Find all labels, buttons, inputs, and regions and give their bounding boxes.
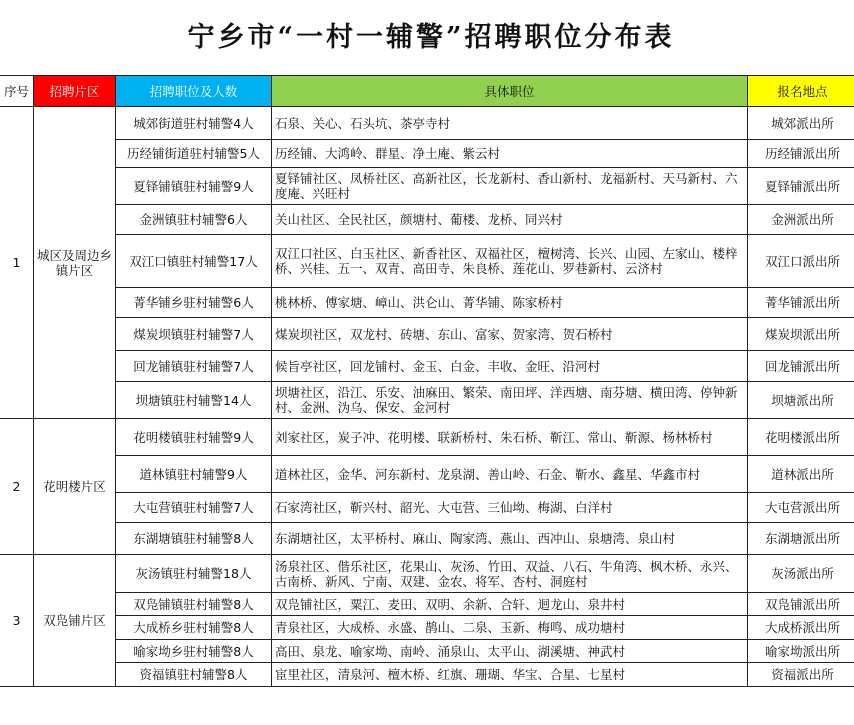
header-area: 招聘片区 [34,76,116,107]
position-cell: 花明楼镇驻村辅警9人 [116,419,272,456]
detail-cell: 高田、泉龙、喻家坳、南岭、涌泉山、太平山、湖溪塘、神武村 [272,640,748,663]
location-cell: 双江口派出所 [748,235,854,288]
location-cell: 双凫铺派出所 [748,593,854,616]
location-cell: 花明楼派出所 [748,419,854,456]
detail-cell: 汤泉社区、偕乐社区，花果山、灰汤、竹田、双益、八石、牛角湾、枫木桥、永兴、古南桥、新风、宁南、双建、金农、将军、杏村、洞庭村 [272,555,748,593]
location-cell: 城郊派出所 [748,107,854,140]
position-cell: 资福镇驻村辅警8人 [116,663,272,687]
table-row [0,351,854,382]
location-cell: 喻家坳派出所 [748,640,854,663]
location-cell: 大成桥派出所 [748,616,854,640]
detail-cell: 关山社区、全民社区，颜塘村、葡楼、龙桥、同兴村 [272,205,748,235]
position-cell: 双凫铺镇驻村辅警8人 [116,593,272,616]
table-row [0,107,854,140]
table-row [0,205,854,235]
detail-cell: 夏铎铺社区、凤桥社区、高新社区，长龙新村、香山新村、龙福新村、天马新村、六度庵、兴旺村 [272,168,748,205]
location-cell: 回龙铺派出所 [748,351,854,382]
header-number: 序号 [0,76,34,107]
group-number-cell: 3 [0,555,34,687]
location-cell: 坝塘派出所 [748,382,854,419]
table-row [0,318,854,351]
position-cell: 历经铺街道驻村辅警5人 [116,140,272,168]
table-row [0,419,854,456]
location-cell: 菁华铺派出所 [748,288,854,318]
position-cell: 大成桥乡驻村辅警8人 [116,616,272,640]
location-cell: 资福派出所 [748,663,854,687]
table-row [0,382,854,419]
location-cell: 东湖塘派出所 [748,523,854,555]
location-cell: 夏铎铺派出所 [748,168,854,205]
group-number-cell: 2 [0,419,34,555]
header-location: 报名地点 [748,76,854,107]
location-cell: 煤炭坝派出所 [748,318,854,351]
detail-cell: 道林社区，金华、河东新村、龙泉湖、善山岭、石金、靳水、鑫星、华鑫市村 [272,456,748,493]
group-area-cell: 城区及周边乡镇片区 [34,107,116,419]
position-cell: 喻家坳乡驻村辅警8人 [116,640,272,663]
detail-cell: 历经铺、大鸿岭、群星、净土庵、紫云村 [272,140,748,168]
recruitment-table [0,75,854,687]
page-title: 宁乡市“一村一辅警”招聘职位分布表 [187,22,675,53]
location-cell: 灰汤派出所 [748,555,854,593]
detail-cell: 双江口社区、白玉社区、新香社区、双福社区，檀树湾、长兴、山园、左家山、楼梓桥、兴桂、五一、双青、高田寺、朱良桥、莲花山、罗巷新村、云济村 [272,235,748,288]
location-cell: 道林派出所 [748,456,854,493]
position-cell: 煤炭坝镇驻村辅警7人 [116,318,272,351]
location-cell: 历经铺派出所 [748,140,854,168]
position-cell: 夏铎铺镇驻村辅警9人 [116,168,272,205]
detail-cell: 刘家社区，炭子冲、花明楼、联新桥村、朱石桥、靳江、常山、靳源、杨林桥村 [272,419,748,456]
table-row [0,640,854,663]
group-number-cell: 1 [0,107,34,419]
header-detail: 具体职位 [272,76,748,107]
detail-cell: 双凫铺社区，粟江、麦田、双明、余新、合轩、迴龙山、泉井村 [272,593,748,616]
position-cell: 大屯营镇驻村辅警7人 [116,493,272,523]
detail-cell: 宦里社区，清泉河、檀木桥、红旗、珊瑚、华宝、合星、七星村 [272,663,748,687]
table-row [0,456,854,493]
table-row [0,493,854,523]
header-position: 招聘职位及人数 [116,76,272,107]
position-cell: 菁华铺乡驻村辅警6人 [116,288,272,318]
location-cell: 金洲派出所 [748,205,854,235]
position-cell: 金洲镇驻村辅警6人 [116,205,272,235]
detail-cell: 桃林桥、傅家塘、嶂山、洪仑山、菁华铺、陈家桥村 [272,288,748,318]
position-cell: 坝塘镇驻村辅警14人 [116,382,272,419]
position-cell: 回龙铺镇驻村辅警7人 [116,351,272,382]
position-cell: 东湖塘镇驻村辅警8人 [116,523,272,555]
group-area-cell: 双凫铺片区 [34,555,116,687]
detail-cell: 候旨亭社区，回龙铺村、金玉、白金、丰收、金旺、沿河村 [272,351,748,382]
group-area-cell: 花明楼片区 [34,419,116,555]
table-row [0,168,854,205]
position-cell: 灰汤镇驻村辅警18人 [116,555,272,593]
table-row [0,593,854,616]
position-cell: 城郊街道驻村辅警4人 [116,107,272,140]
table-row [0,288,854,318]
detail-cell: 煤炭坝社区，双龙村、砖塘、东山、富家、贺家湾、贺石桥村 [272,318,748,351]
detail-cell: 石泉、关心、石头坑、茶亭寺村 [272,107,748,140]
detail-cell: 石家湾社区，靳兴村、韶光、大屯营、三仙坳、梅湖、白洋村 [272,493,748,523]
location-cell: 大屯营派出所 [748,493,854,523]
table-row [0,555,854,593]
detail-cell: 坝塘社区，沿江、乐安、油麻田、繁荣、南田坪、洋西塘、南芬塘、横田湾、停钟新村、金洲、沩乌、保安、金河村 [272,382,748,419]
table-row [0,140,854,168]
position-cell: 道林镇驻村辅警9人 [116,456,272,493]
detail-cell: 东湖塘社区，太平桥村、麻山、陶家湾、燕山、西冲山、泉塘湾、泉山村 [272,523,748,555]
table-row [0,523,854,555]
position-cell: 双江口镇驻村辅警17人 [116,235,272,288]
table-row [0,616,854,640]
table-row [0,235,854,288]
detail-cell: 青泉社区，大成桥、永盛、鹊山、二泉、玉新、梅鸣、成功塘村 [272,616,748,640]
table-row [0,663,854,687]
header-row [0,76,854,107]
